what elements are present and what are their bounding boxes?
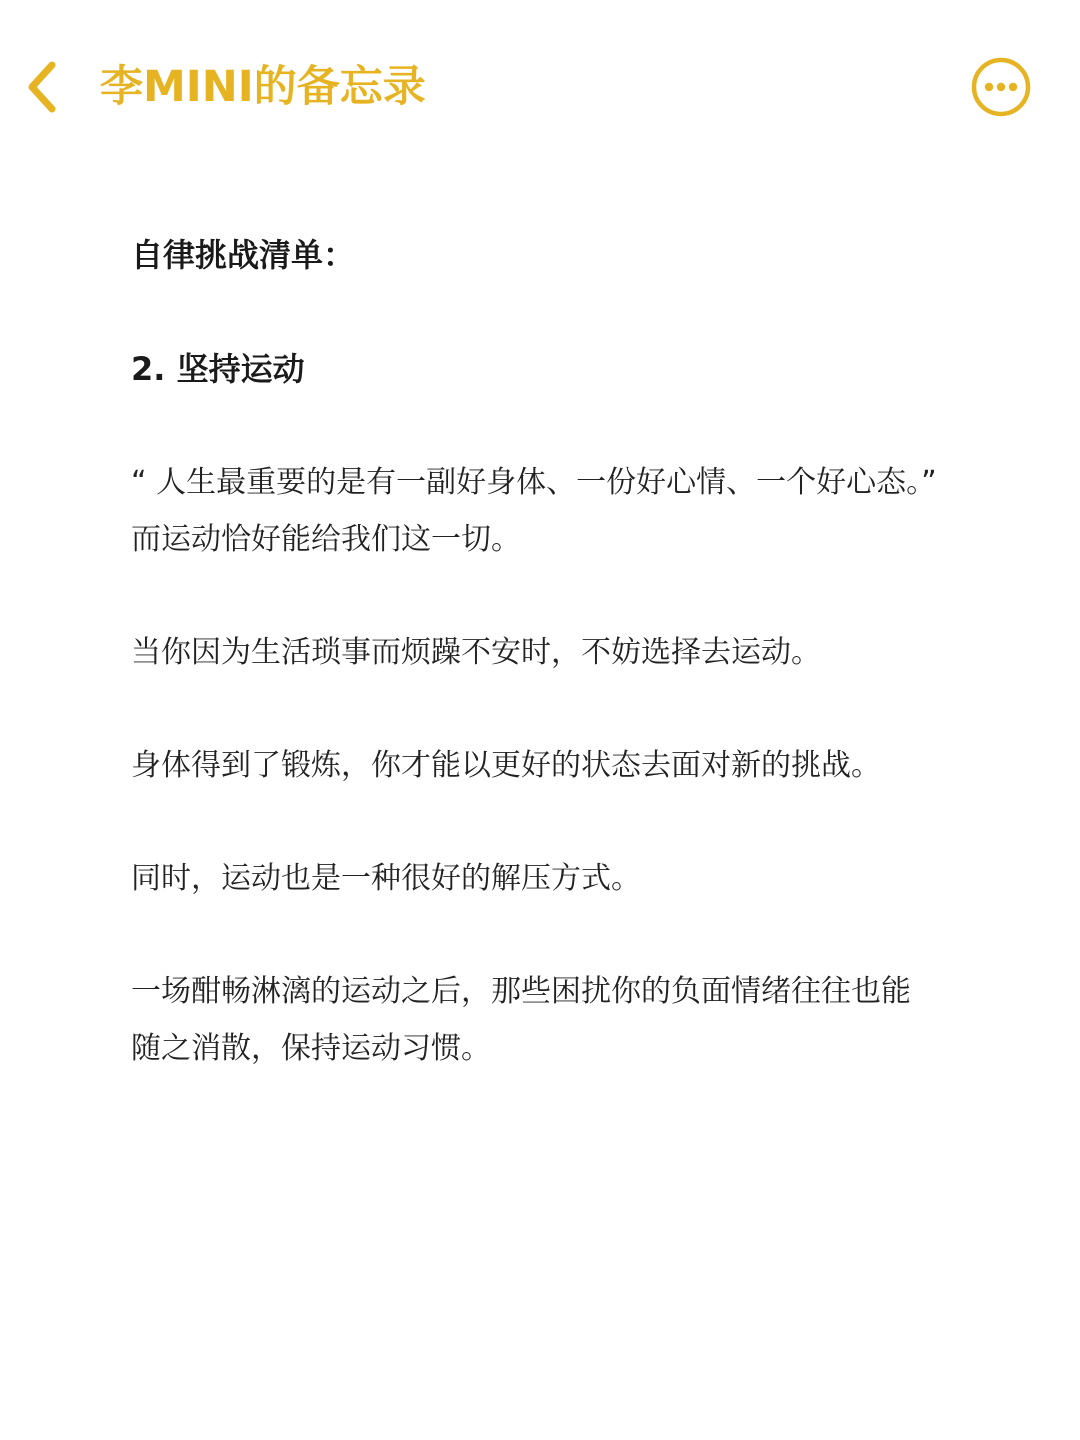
paragraph-line: 一场酣畅淋漓的运动之后，那些困扰你的负面情绪往往也能 <box>131 974 911 1009</box>
more-horizontal-circle-icon <box>970 56 1032 118</box>
paragraph-line: “ 人生最重要的是有一副好身体、一份好心情、一个好心态。” <box>131 465 937 500</box>
note-paragraph <box>131 624 991 681</box>
paragraph-line: 随之消散，保持运动习惯。 <box>131 1031 491 1066</box>
paragraph-line: 同时，运动也是一种很好的解压方式。 <box>131 861 641 896</box>
note-paragraph <box>131 737 991 794</box>
note-paragraph <box>131 454 991 568</box>
page-title: 李MINI的备忘录 <box>100 62 426 112</box>
paragraph-line: 身体得到了锻炼，你才能以更好的状态去面对新的挑战。 <box>131 748 881 783</box>
note-heading: 自律挑战清单： <box>131 236 356 274</box>
back-button[interactable] <box>14 52 70 122</box>
note-paragraph <box>131 850 991 907</box>
note-paragraph <box>131 963 991 1077</box>
more-button[interactable] <box>970 56 1032 118</box>
paragraph-line: 当你因为生活琐事而烦躁不安时，不妨选择去运动。 <box>131 635 821 670</box>
paragraph-line: 而运动恰好能给我们这一切。 <box>131 522 521 557</box>
top-bar <box>0 0 1080 175</box>
note-subheading: 2. 坚持运动 <box>131 350 305 388</box>
chevron-left-icon <box>22 57 62 117</box>
note-body <box>131 226 991 1077</box>
